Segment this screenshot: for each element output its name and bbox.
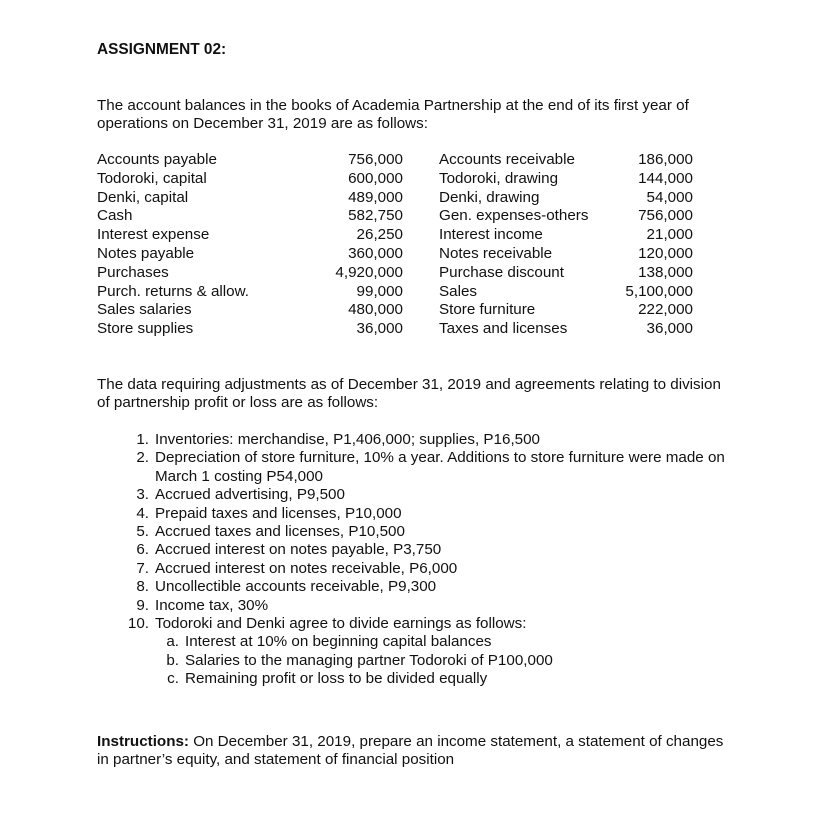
item-text: Uncollectible accounts receivable, P9,300 — [155, 578, 437, 596]
assignment-heading: ASSIGNMENT 02: — [97, 41, 227, 58]
balance-row — [97, 189, 697, 208]
balance-row — [97, 207, 697, 226]
account-name: Todoroki, capital — [97, 169, 207, 187]
account-name: Denki, drawing — [439, 188, 540, 206]
account-name: Notes receivable — [439, 244, 553, 262]
account-amount: 582,750 — [348, 207, 403, 225]
sub-item-text: Salaries to the managing partner Todoroki of P100,000 — [185, 651, 553, 669]
account-name: Purchases — [97, 263, 169, 281]
balance-row — [97, 264, 697, 283]
item-text: Prepaid taxes and licenses, P10,000 — [155, 504, 402, 522]
adjustment-item — [127, 578, 737, 596]
sub-item — [155, 633, 737, 651]
adjustments-list — [127, 431, 737, 689]
sub-item-letter: a. — [166, 633, 179, 651]
balance-row — [97, 151, 697, 170]
account-name: Accounts receivable — [439, 151, 575, 168]
item-number: 7. — [136, 559, 149, 577]
adjustment-item — [127, 523, 737, 541]
adjustment-item — [127, 486, 737, 504]
sub-item — [155, 652, 737, 670]
sub-item-text: Interest at 10% on beginning capital balances — [185, 633, 492, 651]
balance-row — [97, 320, 697, 339]
account-amount: 26,250 — [356, 226, 403, 244]
balance-row — [97, 170, 697, 189]
account-amount: 222,000 — [638, 301, 693, 319]
account-amount: 138,000 — [638, 263, 693, 281]
adjustments-intro-paragraph: The data requiring adjustments as of December 31, 2019 and agreements relating to division of partnership profit or loss are as follows: — [97, 376, 721, 412]
adjustment-item — [127, 449, 737, 486]
item-number: 4. — [136, 504, 149, 522]
instructions-text: On December 31, 2019, prepare an income statement, a statement of changes in partner’s equity, and statement of financial position — [97, 733, 724, 769]
item-number: 1. — [136, 431, 149, 448]
adjustment-item — [127, 615, 737, 689]
account-amount: 480,000 — [348, 301, 403, 319]
adjustment-item — [127, 505, 737, 523]
item-text: Accrued taxes and licenses, P10,500 — [155, 523, 405, 541]
account-amount: 756,000 — [348, 151, 403, 168]
account-balances-table — [97, 151, 697, 339]
account-amount: 99,000 — [356, 282, 403, 300]
balance-row — [97, 226, 697, 245]
adjustment-item — [127, 541, 737, 559]
balance-row — [97, 301, 697, 320]
sub-item-letter: c. — [167, 670, 179, 688]
adjustment-item — [127, 431, 737, 449]
account-amount: 4,920,000 — [335, 263, 403, 281]
item-number: 6. — [136, 541, 149, 559]
account-amount: 36,000 — [356, 320, 403, 338]
account-amount: 360,000 — [348, 244, 403, 262]
intro-paragraph: The account balances in the books of Academia Partnership at the end of its first year of operations on December 31, 2019 are as follows: — [97, 97, 689, 133]
item-number: 2. — [136, 449, 149, 467]
account-name: Gen. expenses-others — [439, 207, 589, 225]
item-text: Accrued advertising, P9,500 — [155, 486, 345, 504]
account-name: Store furniture — [439, 301, 536, 319]
account-name: Accounts payable — [97, 151, 217, 168]
account-name: Todoroki, drawing — [439, 169, 559, 187]
account-amount: 489,000 — [348, 188, 403, 206]
account-amount: 5,100,000 — [625, 282, 693, 300]
sub-item-letter: b. — [166, 651, 179, 669]
item-text: Depreciation of store furniture, 10% a year. Additions to store furniture were made on March 1 costing P54,000 — [155, 449, 725, 485]
sub-item-text: Remaining profit or loss to be divided equally — [185, 670, 488, 688]
item-text: Accrued interest on notes payable, P3,750 — [155, 541, 442, 559]
account-name: Sales salaries — [97, 301, 192, 319]
balance-row — [97, 245, 697, 264]
account-amount: 54,000 — [646, 188, 693, 206]
item-text: Income tax, 30% — [155, 596, 269, 614]
account-name: Interest expense — [97, 226, 210, 244]
account-name: Purch. returns & allow. — [97, 282, 249, 300]
item-text: Accrued interest on notes receivable, P6,000 — [155, 559, 458, 577]
item-number: 9. — [136, 596, 149, 614]
account-name: Denki, capital — [97, 188, 189, 206]
account-amount: 120,000 — [638, 244, 693, 262]
item-number: 5. — [136, 523, 149, 541]
account-name: Store supplies — [97, 320, 194, 338]
account-amount: 600,000 — [348, 169, 403, 187]
instructions-label: Instructions: — [97, 733, 189, 750]
item-number: 3. — [136, 486, 149, 504]
adjustment-item — [127, 597, 737, 615]
account-amount: 144,000 — [638, 169, 693, 187]
item-text: Inventories: merchandise, P1,406,000; supplies, P16,500 — [155, 431, 540, 448]
item-text: Todoroki and Denki agree to divide earnings as follows: — [155, 615, 527, 633]
account-amount: 756,000 — [638, 207, 693, 225]
item-number: 8. — [136, 578, 149, 596]
account-name: Purchase discount — [439, 263, 564, 281]
account-name: Notes payable — [97, 244, 195, 262]
account-name: Interest income — [439, 226, 543, 244]
sub-item — [155, 670, 737, 688]
account-amount: 36,000 — [646, 320, 693, 338]
account-name: Cash — [97, 207, 133, 225]
account-amount: 186,000 — [638, 151, 693, 168]
account-name: Taxes and licenses — [439, 320, 568, 338]
item-number: 10. — [127, 615, 149, 633]
profit-division-sublist — [155, 633, 737, 688]
balance-row — [97, 283, 697, 302]
account-amount: 21,000 — [646, 226, 693, 244]
instructions-paragraph — [97, 733, 737, 770]
adjustment-item — [127, 560, 737, 578]
account-name: Sales — [439, 282, 477, 300]
